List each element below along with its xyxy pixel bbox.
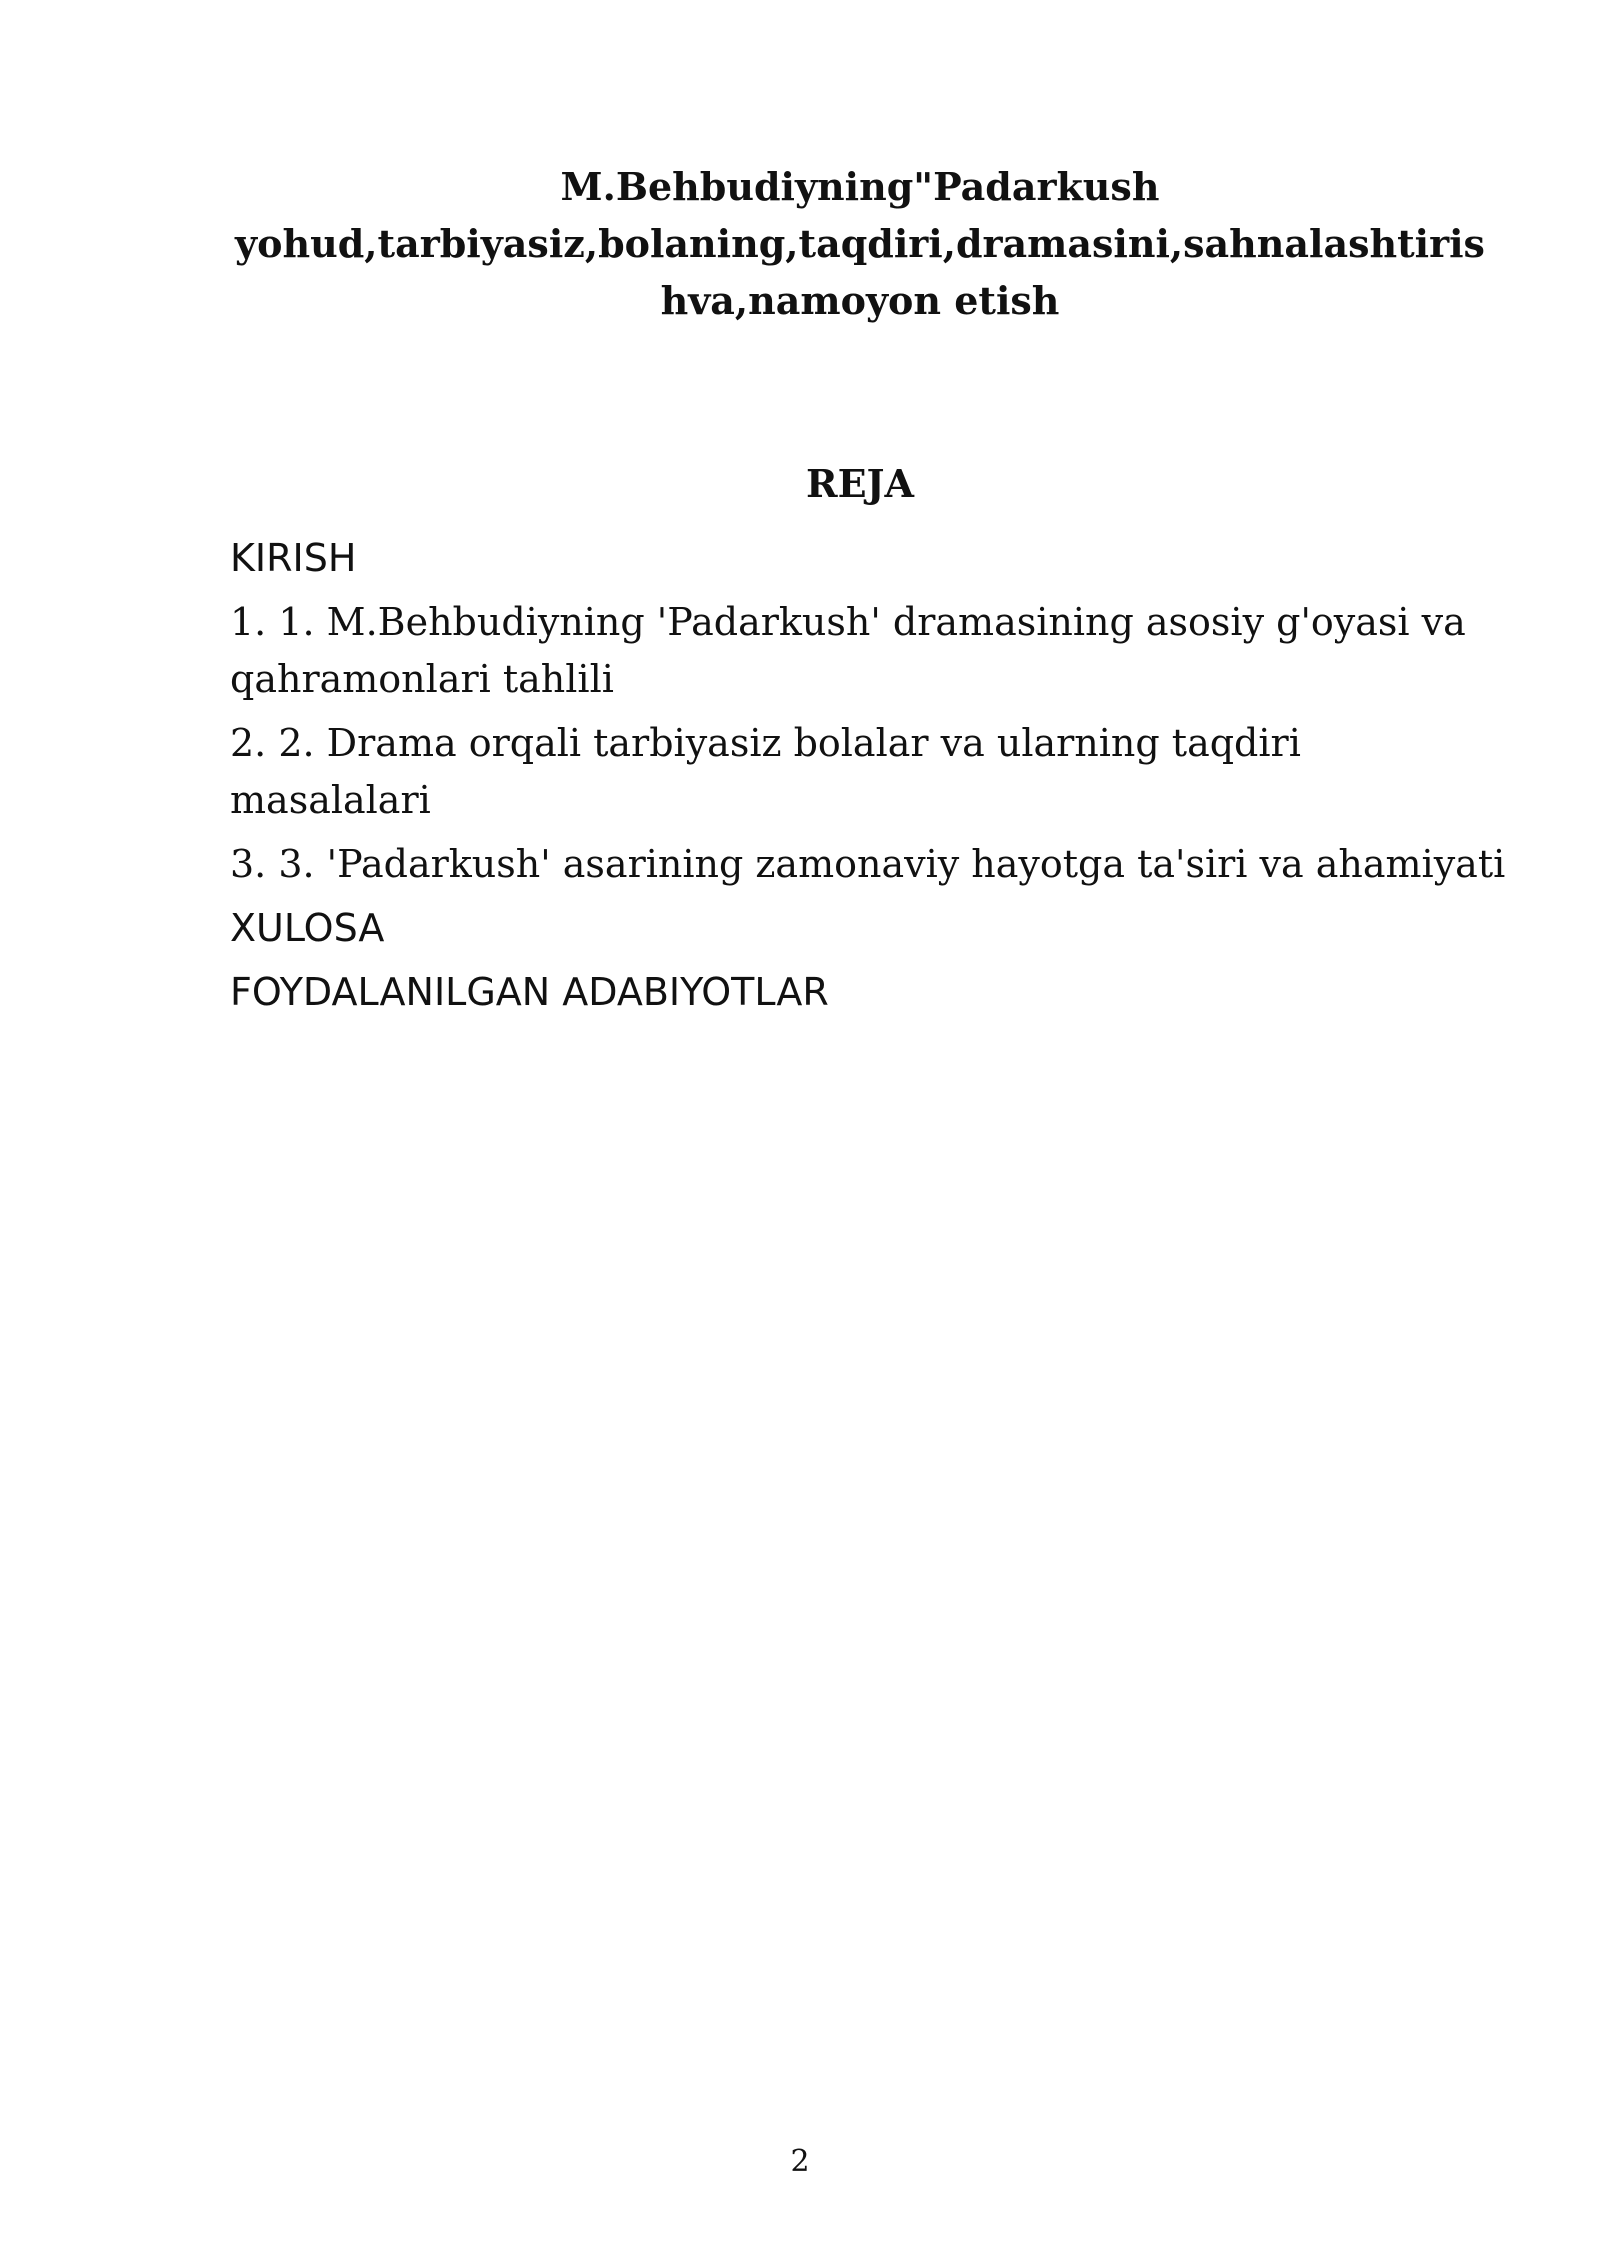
plan-list [230, 530, 1510, 1028]
plan-item-2: 2. 2. Drama orqali tarbiyasiz bolalar va ularning taqdiri masalalari [230, 721, 1301, 822]
plan-item-3: 3. 3. 'Padarkush' asarining zamonaviy hayotga ta'siri va ahamiyati [230, 842, 1506, 886]
plan-item-1: 1. 1. M.Behbudiyning 'Padarkush' dramasining asosiy g'oyasi va qahramonlari tahlili [230, 600, 1466, 701]
title-line-1: M.Behbudiyning"Padarkush [560, 164, 1160, 209]
plan-item-conclusion: XULOSA [230, 906, 385, 950]
plan-item-references: FOYDALANILGAN ADABIYOTLAR [230, 970, 829, 1014]
document-title [200, 158, 1520, 329]
plan-heading: REJA [805, 461, 914, 506]
title-line-3: hva,namoyon etish [660, 278, 1060, 323]
plan-item-introduction: KIRISH [230, 536, 357, 580]
title-line-2: yohud,tarbiyasiz,bolaning,taqdiri,dramasini,sahnalashtiris [235, 221, 1485, 266]
page-number: 2 [790, 2144, 810, 2179]
